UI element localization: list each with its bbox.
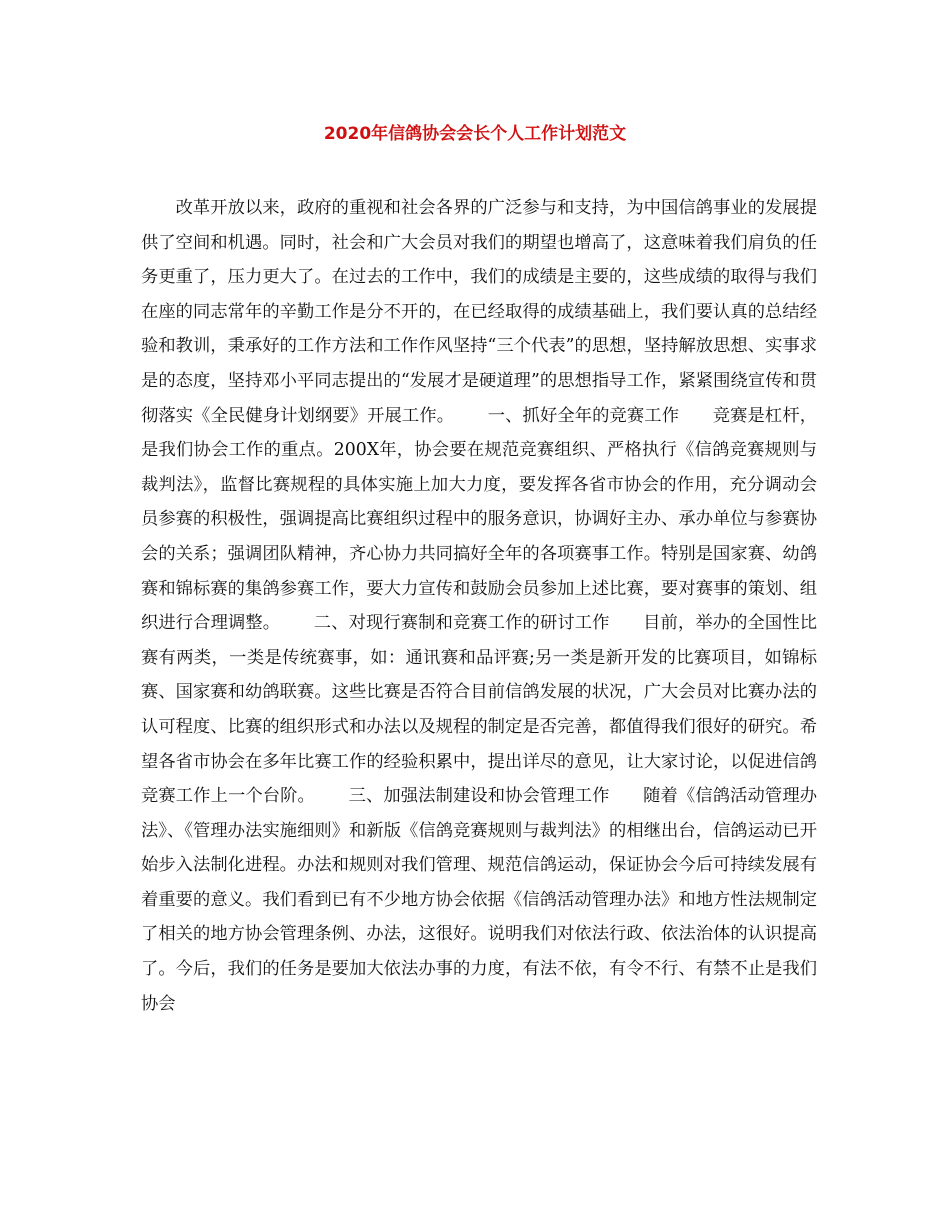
document-title: 2020年信鸽协会会长个人工作计划范文 <box>323 124 627 144</box>
body-paragraph: 改革开放以来，政府的重视和社会各界的广泛参与和支持，为中国信鸽事业的发展提供了空间和机遇。同时，社会和广大会员对我们的期望也增高了，这意味着我们肩负的任务更重了，压力更大了。在过去的工作中，我们的成绩是主要的，这些成绩的取得与我们在座的同志常年的辛勤工作是分不开的，在已经取得的成绩基础上，我们要认真的总结经验和教训，秉承好的工作方法和工作作风坚持“三个代表”的思想，坚持解放思想、实事求是的态度，坚持邓小平同志提出的“发展才是硬道理”的思想指导工作，紧紧围绕宣传和贯彻落实《全民健身计划纲要》开展工作。 一、抓好全年的竞赛工作 竞赛是杠杆，是我们协会工作的重点。200X年，协会要在规范竞赛组织、严格执行《信鸽竞赛规则与裁判法》，监督比赛规程的具体实施上加大力度，要发挥各省市协会的作用，充分调动会员参赛的积极性，强调提高比赛组织过程中的服务意识，协调好主办、承办单位与参赛协会的关系；强调团队精神，齐心协力共同搞好全年的各项赛事工作。特别是国家赛、幼鸽赛和锦标赛的集鸽参赛工作，要大力宣传和鼓励会员参加上述比赛，要对赛事的策划、组织进行合理调整。 二、对现行赛制和竞赛工作的研讨工作 目前，举办的全国性比赛有两类，一类是传统赛事，如：通讯赛和品评赛;另一类是新开发的比赛项目，如锦标赛、国家赛和幼鸽联赛。这些比赛是否符合目前信鸽发展的状况，广大会员对比赛办法的认可程度、比赛的组织形式和办法以及规程的制定是否完善，都值得我们很好的研究。希望各省市协会在多年比赛工作的经验积累中，提出详尽的意见，让大家讨论，以促进信鸽竞赛工作上一个台阶。 三、加强法制建设和协会管理工作 随着《信鸽活动管理办法》、《管理办法实施细则》和新版《信鸽竞赛规则与裁判法》的相继出台，信鸽运动已开始步入法制化进程。办法和规则对我们管理、规范信鸽运动，保证协会今后可持续发展有着重要的意义。我们看到已有不少地方协会依据《信鸽活动管理办法》和地方性法规制定了相关的地方协会管理条例、办法，这很好。说明我们对依法行政、依法治体的认识提高了。今后，我们的任务是要加大依法办事的力度，有法不依，有令不行、有禁不止是我们协会 <box>141 198 817 1014</box>
